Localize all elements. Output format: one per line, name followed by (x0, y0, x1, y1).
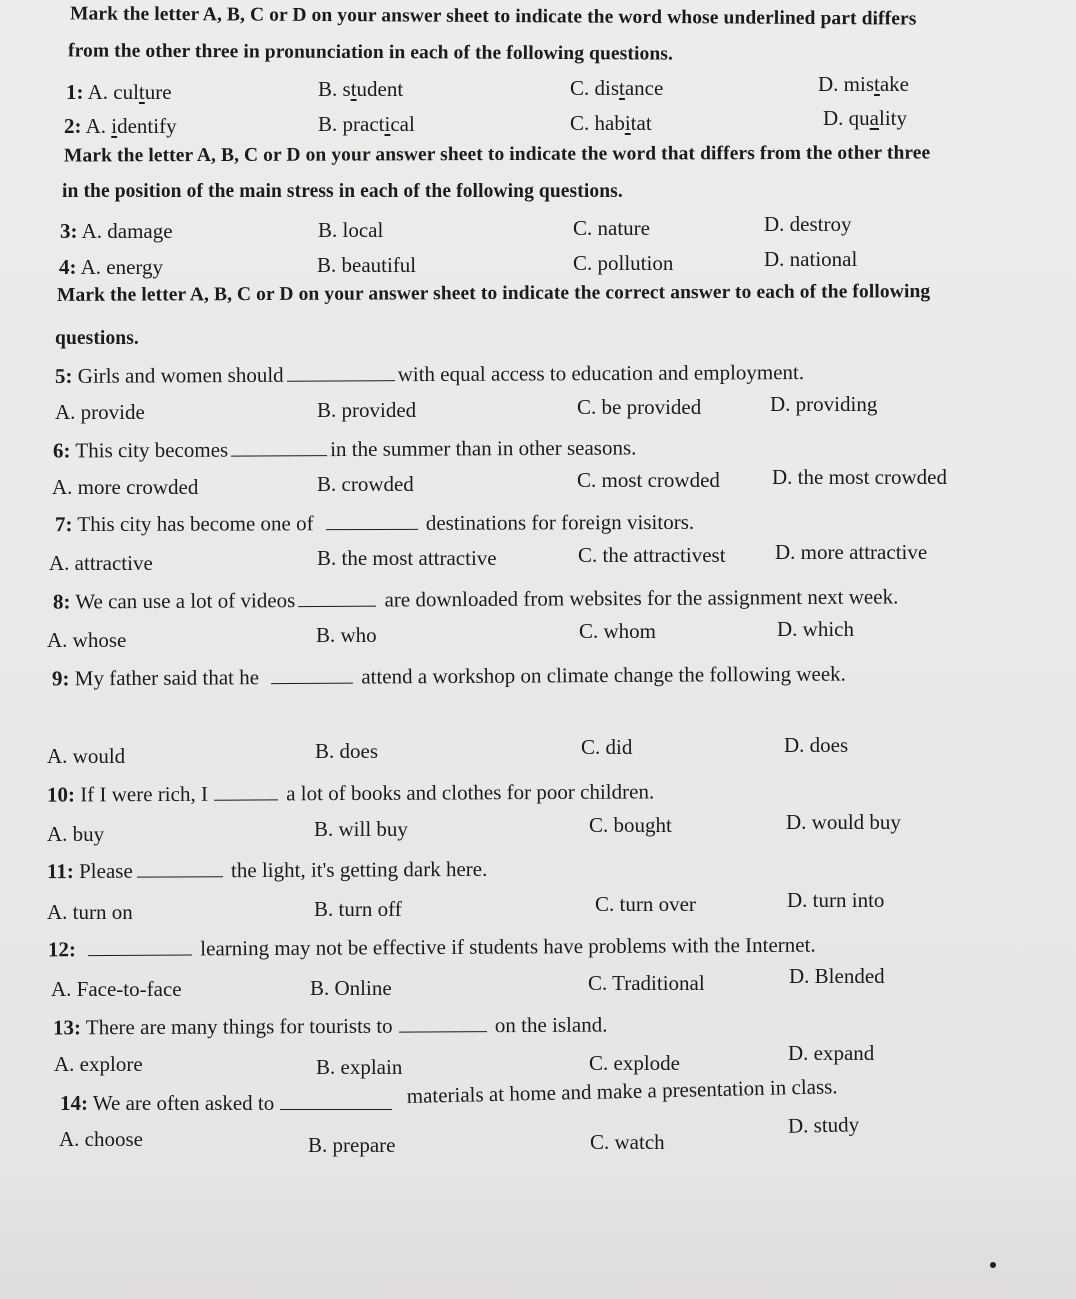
q4-number: 4: (59, 255, 77, 279)
q12-answer-blank[interactable] (88, 953, 192, 956)
q11-option-c[interactable]: C. turn over (595, 892, 696, 916)
q1-number: 1: (66, 80, 84, 104)
q12-question: 12: learning may not be effective if students have problems with the Internet. (47, 932, 816, 962)
q13-question: 13: There are many things for tourists to on the island. (52, 1012, 608, 1040)
q10-option-a[interactable]: A. buy (47, 822, 105, 846)
q2-option-c[interactable]: C. habitat (570, 111, 652, 135)
q11-option-b[interactable]: B. turn off (314, 897, 402, 921)
q9-option-d[interactable]: D. does (784, 733, 849, 757)
q2-option-b[interactable]: B. practical (318, 112, 415, 136)
q6-question: 6: This city becomes in the summer than in other seasons. (52, 435, 637, 463)
instruction-pronunciation-line-1: Mark the letter A, B, C or D on your answer sheet to indicate the word whose underlined part differs (69, 3, 917, 30)
q10-question: 10: If I were rich, I a lot of books and clothes for poor children. (46, 779, 655, 807)
q2-number: 2: (64, 114, 82, 138)
q12-option-c[interactable]: C. Traditional (588, 971, 705, 995)
q4-option-d[interactable]: D. national (764, 247, 858, 271)
q1-option-c[interactable]: C. distance (570, 76, 664, 100)
q3-option-a[interactable]: 3: A. damage (60, 219, 173, 243)
q5-answer-blank[interactable] (287, 379, 395, 382)
q13-option-c[interactable]: C. explode (589, 1051, 680, 1075)
q13-option-d[interactable]: D. expand (788, 1041, 875, 1065)
q10-option-c[interactable]: C. bought (589, 813, 672, 837)
q9-option-b[interactable]: B. does (315, 739, 378, 763)
q9-option-a[interactable]: A. would (47, 744, 126, 768)
instruction-correct-line-2: questions. (55, 328, 139, 349)
q7-question: 7: This city has become one of destinations for foreign visitors. (54, 509, 695, 537)
q12-option-a[interactable]: A. Face-to-face (51, 977, 182, 1001)
q14-question-end: materials at home and make a presentation in class. (406, 1074, 838, 1109)
q4-option-b[interactable]: B. beautiful (317, 253, 417, 277)
q4-option-a[interactable]: 4: A. energy (59, 255, 164, 279)
q11-question: 11: Please the light, it's getting dark here. (46, 856, 488, 884)
q12-option-d[interactable]: D. Blended (789, 964, 885, 988)
q1-option-a[interactable]: 1: A. culture (66, 80, 172, 104)
q9-option-c[interactable]: C. did (581, 735, 633, 759)
q7-answer-blank[interactable] (326, 528, 418, 530)
q12-option-b[interactable]: B. Online (310, 976, 392, 1000)
q8-option-b[interactable]: B. who (316, 623, 377, 647)
q7-option-d[interactable]: D. more attractive (775, 540, 928, 564)
q8-option-d[interactable]: D. which (777, 617, 854, 641)
paper-shadow (0, 1159, 1076, 1299)
q6-option-b[interactable]: B. crowded (317, 472, 414, 496)
q3-option-b[interactable]: B. local (318, 218, 384, 242)
instruction-pronunciation-line-2: from the other three in pronunciation in each of the following questions. (67, 40, 674, 65)
q3-option-d[interactable]: D. destroy (764, 212, 852, 236)
q11-option-a[interactable]: A. turn on (47, 900, 133, 924)
q9-answer-blank[interactable] (271, 682, 353, 685)
q13-option-b[interactable]: B. explain (316, 1055, 403, 1079)
q1-option-b[interactable]: B. student (318, 77, 404, 101)
q6-option-d[interactable]: D. the most crowded (772, 465, 947, 489)
ink-dot (990, 1262, 996, 1268)
q11-option-d[interactable]: D. turn into (787, 888, 885, 912)
instruction-stress-line-1: Mark the letter A, B, C or D on your answer sheet to indicate the word that differs from the other three (63, 142, 931, 167)
q6-option-c[interactable]: C. most crowded (577, 468, 720, 492)
q14-option-a[interactable]: A. choose (59, 1127, 143, 1151)
q2-option-d[interactable]: D. quality (823, 106, 908, 130)
q2-option-a[interactable]: 2: A. identify (64, 114, 177, 138)
q5-option-a[interactable]: A. provide (55, 400, 145, 424)
instruction-stress-line-2: in the position of the main stress in each of the following questions. (62, 181, 623, 202)
q14-answer-blank[interactable] (280, 1108, 392, 1110)
q14-option-d[interactable]: D. study (787, 1112, 860, 1138)
q8-question: 8: We can use a lot of videos are downloaded from websites for the assignment next week. (52, 584, 899, 614)
q1-option-d[interactable]: D. mistake (818, 72, 910, 96)
q10-option-b[interactable]: B. will buy (314, 817, 408, 841)
q7-option-b[interactable]: B. the most attractive (317, 546, 497, 570)
q13-answer-blank[interactable] (399, 1030, 487, 1032)
q6-option-a[interactable]: A. more crowded (52, 475, 199, 499)
q10-answer-blank[interactable] (214, 798, 278, 800)
q8-option-a[interactable]: A. whose (47, 628, 127, 652)
q6-answer-blank[interactable] (231, 454, 327, 457)
q8-answer-blank[interactable] (298, 605, 376, 607)
q3-option-c[interactable]: C. nature (573, 216, 650, 240)
q7-option-c[interactable]: C. the attractivest (578, 543, 726, 567)
q14-question-start: 14: We are often asked to (60, 1091, 395, 1116)
instruction-correct-line-1: Mark the letter A, B, C or D on your answer sheet to indicate the correct answer to each of the following (56, 281, 931, 306)
q10-option-d[interactable]: D. would buy (786, 810, 901, 834)
q14-option-c[interactable]: C. watch (590, 1130, 665, 1154)
q5-option-d[interactable]: D. providing (770, 392, 878, 416)
q5-option-c[interactable]: C. be provided (577, 395, 702, 419)
q9-question: 9: My father said that he attend a workshop on climate change the following week. (51, 661, 846, 691)
q4-option-c[interactable]: C. pollution (573, 251, 674, 275)
q5-question: 5: Girls and women should with equal access to education and employment. (54, 360, 805, 388)
q7-option-a[interactable]: A. attractive (49, 551, 153, 575)
q13-option-a[interactable]: A. explore (54, 1052, 143, 1076)
q11-answer-blank[interactable] (137, 875, 223, 877)
q14-option-b[interactable]: B. prepare (308, 1133, 396, 1157)
q5-option-b[interactable]: B. provided (317, 398, 417, 422)
q3-number: 3: (60, 219, 78, 243)
q8-option-c[interactable]: C. whom (579, 619, 657, 643)
